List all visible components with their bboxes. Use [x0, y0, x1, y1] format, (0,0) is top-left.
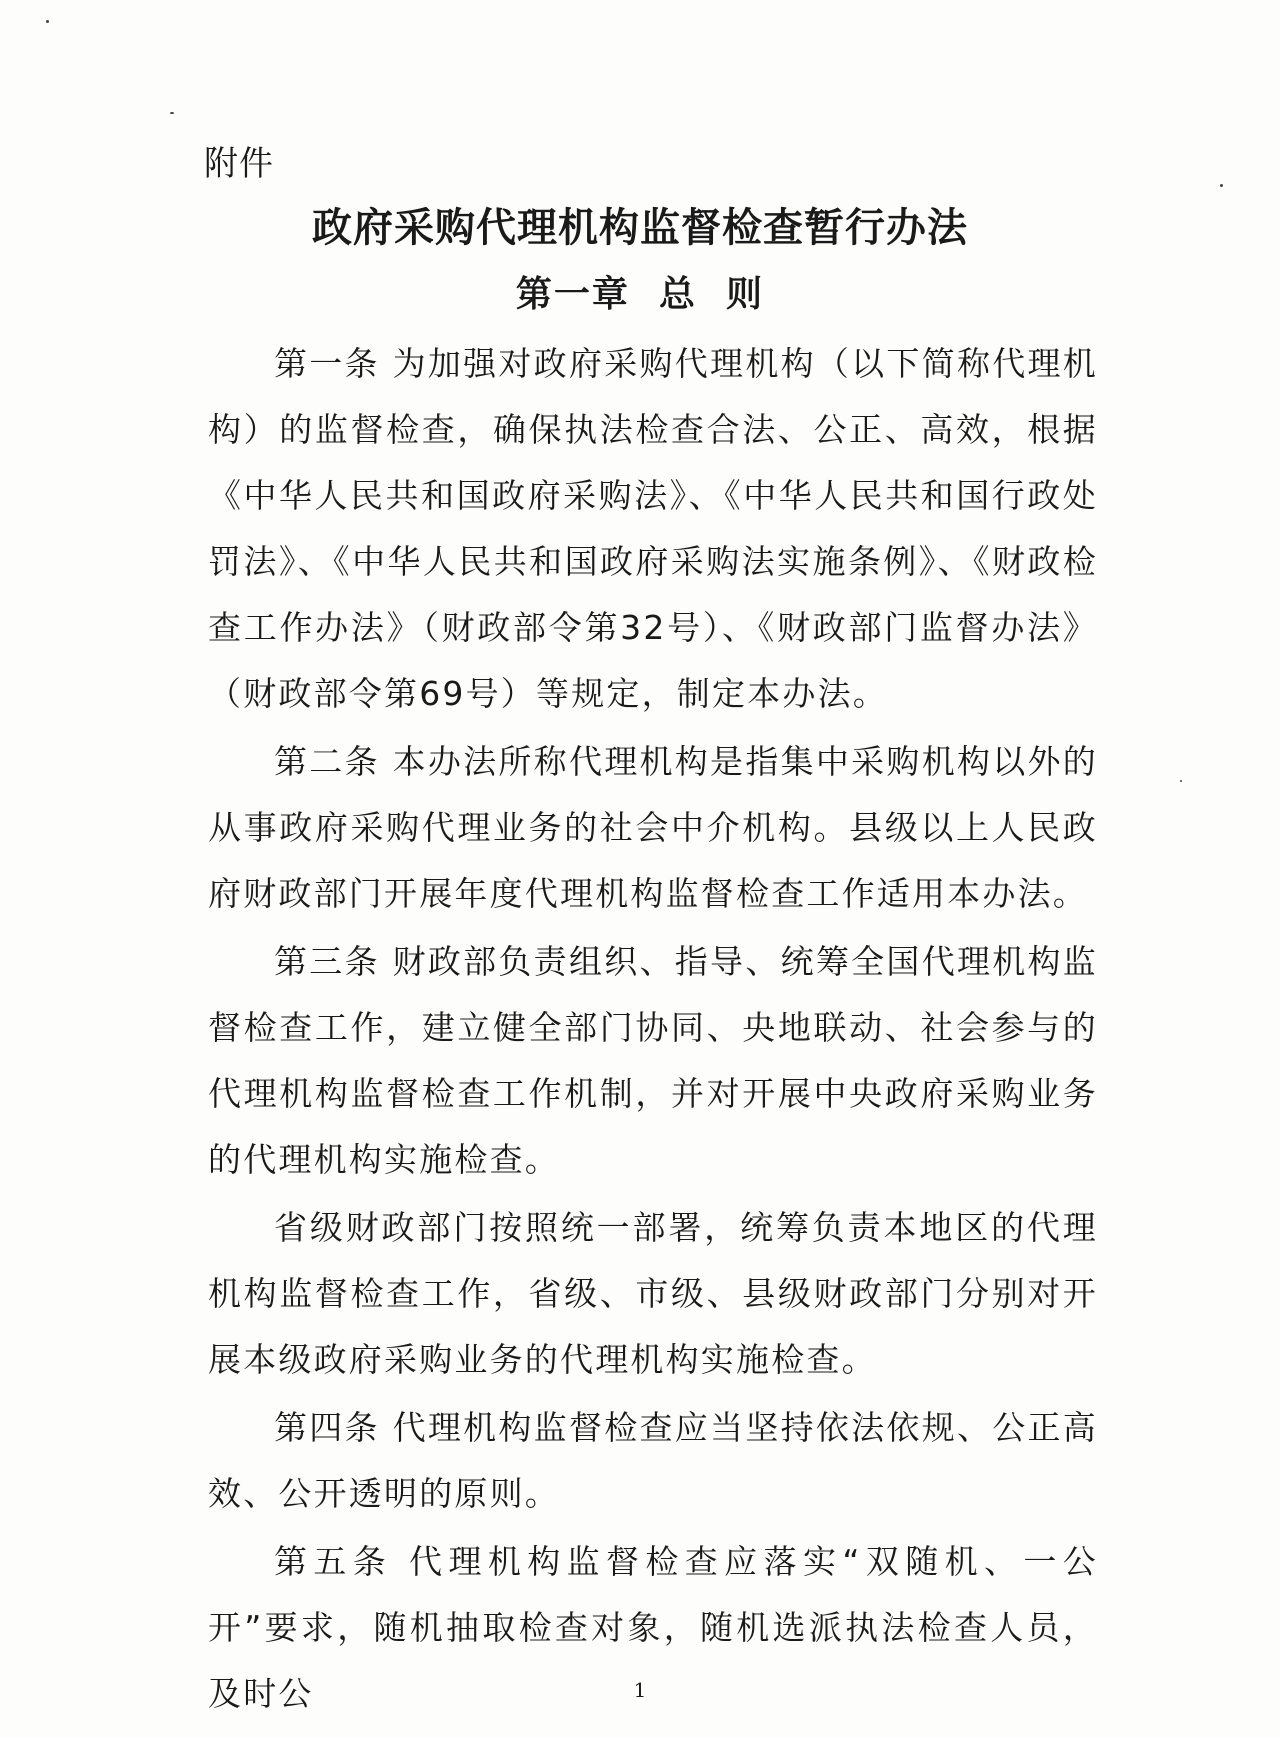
chapter-heading: 第一章 总 则 [515, 274, 765, 315]
article-3-paragraph: 第三条 财政部负责组织、指导、统筹全国代理机构监督检查工作，建立健全部门协同、央地联动、社会参与的代理机构监督检查工作机制，并对开展中央政府采购业务的代理机构实施检查。 [208, 942, 1098, 1179]
article-1-paragraph: 第一条 为加强对政府采购代理机构（以下简称代理机构）的监督检查，确保执法检查合法、公正、高效，根据《中华人民共和国政府采购法》、《中华人民共和国行政处罚法》、《中华人民共和国政府采购法实施条例》、《财政检查工作办法》（财政部令第32号）、《财政部门监督办法》（财政部令第69号）等规定，制定本办法。 [208, 344, 1098, 713]
article-2-paragraph: 第二条 本办法所称代理机构是指集中采购机构以外的从事政府采购代理业务的社会中介机构。县级以上人民政府财政部门开展年度代理机构监督检查工作适用本办法。 [208, 742, 1098, 913]
document-body [208, 331, 1098, 1729]
attachment-label: 附件 [204, 144, 274, 184]
scan-speck [1180, 780, 1182, 782]
scan-speck [46, 20, 49, 23]
document-title: 政府采购代理机构监督检查暂行办法 [312, 205, 968, 251]
scan-speck [1220, 184, 1223, 187]
scan-speck [170, 112, 174, 114]
article-4-paragraph: 第四条 代理机构监督检查应当坚持依法依规、公正高效、公开透明的原则。 [208, 1408, 1098, 1513]
article-3-continuation-paragraph: 省级财政部门按照统一部署，统筹负责本地区的代理机构监督检查工作，省级、市级、县级财政部门分别对开展本级政府采购业务的代理机构实施检查。 [208, 1208, 1098, 1379]
article-5-paragraph: 第五条 代理机构监督检查应落实“双随机、一公开”要求，随机抽取检查对象，随机选派执法检查人员，及时公 [208, 1542, 1098, 1713]
page-number: 1 [633, 1678, 647, 1702]
